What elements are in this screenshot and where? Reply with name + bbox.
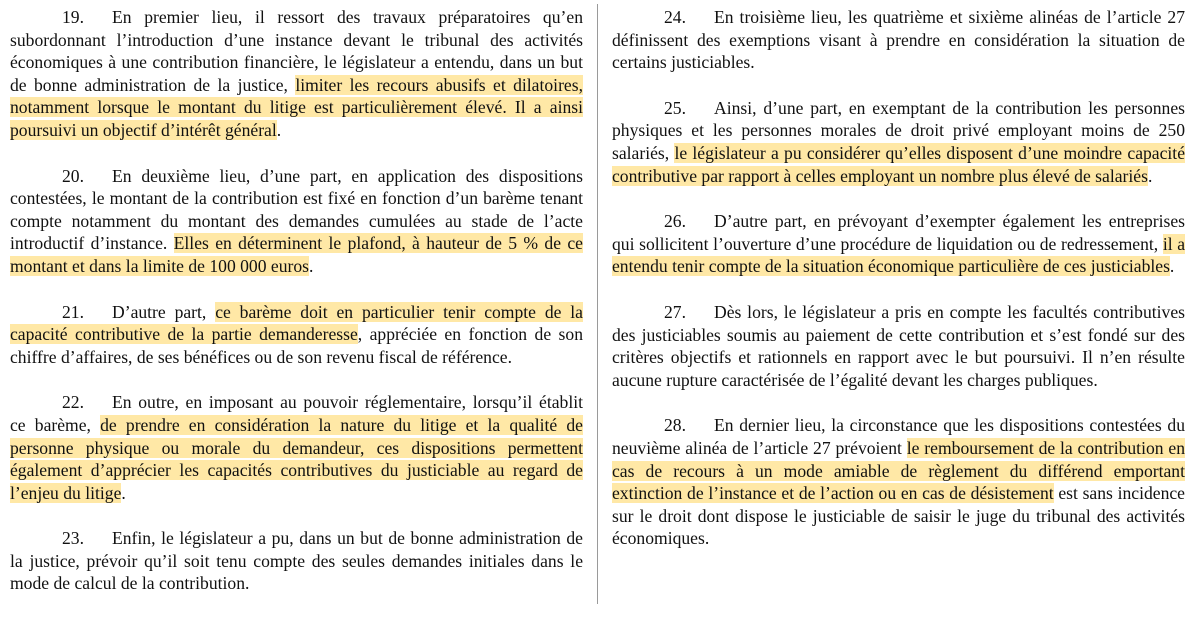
highlighted-text: de prendre en considération la nature du litige et la qualité de personne physique ou morale du demandeur, ces dispositions permettent également d’apprécier les capacités contributives du justiciable au regard de l’enjeu du litige <box>10 414 583 503</box>
paragraph-text: . <box>121 482 126 503</box>
paragraph-23 <box>10 527 583 595</box>
paragraph-number: 25. <box>664 97 686 118</box>
paragraph-number: 21. <box>62 301 84 322</box>
paragraph-text: En premier lieu, il ressort des travaux préparatoires qu’en subordonnant l’introduction d’une instance devant le tribunal des activités économiques à une contribution financière, le législateur a entendu, dans un but de bonne administration de la justice, <box>10 7 583 95</box>
paragraph-27 <box>612 301 1185 391</box>
highlighted-text: le législateur a pu considérer qu’elles disposent d’une moindre capacité contributive par rapport à celles employant un nombre plus élevé de salariés <box>612 142 1186 186</box>
paragraph-25 <box>612 97 1185 187</box>
highlighted-text: limiter les recours abusifs et dilatoires, notamment lorsque le montant du litige est particulièrement élevé. Il a ainsi poursuivi un objectif d’intérêt général <box>10 74 583 140</box>
paragraph-number: 26. <box>664 211 686 232</box>
paragraph-text: D’autre part, en prévoyant d’exempter également les entreprises qui sollicitent l’ouverture d’une procédure de liquidation ou de redressement, <box>612 211 1185 254</box>
paragraph-text: En dernier lieu, la circonstance que les dispositions contestées du neuvième alinéa de l’article 27 prévoient <box>612 415 1185 458</box>
left-column <box>10 6 583 618</box>
paragraph-number: 24. <box>664 7 686 27</box>
paragraph-19 <box>10 6 583 142</box>
highlighted-text: il a entendu tenir compte de la situation économique particulière de ces justiciables <box>612 233 1186 277</box>
paragraph-22 <box>10 391 583 504</box>
paragraph-text: Enfin, le législateur a pu, dans un but de bonne administration de la justice, prévoir qu’il soit tenu compte des seules demandes initiales dans le mode de calcul de la contribution. <box>10 528 583 594</box>
paragraph-28 <box>612 414 1185 550</box>
paragraph-text: Dès lors, le législateur a pris en compte les facultés contributives des justiciables soumis au paiement de cette contribution et s’est fondé sur des critères objectifs et rationnels en rapport avec le but poursuivi. Il n’en résulte aucune rupture caractérisée de l’égalité devant les charges publiques. <box>612 301 1185 390</box>
paragraph-text: . <box>1147 165 1153 186</box>
right-column <box>612 6 1185 573</box>
highlighted-text: ce barème doit en particulier tenir compte de la capacité contributive de la partie demanderesse <box>10 301 583 345</box>
paragraph-20 <box>10 165 583 278</box>
paragraph-number: 22. <box>62 392 84 413</box>
paragraph-number: 19. <box>62 7 84 27</box>
paragraph-24 <box>612 6 1185 74</box>
paragraph-number: 28. <box>664 415 686 436</box>
paragraph-number: 23. <box>62 528 84 549</box>
column-divider <box>597 4 598 604</box>
paragraph-text: . <box>309 255 314 276</box>
paragraph-text: En deuxième lieu, d’une part, en application des dispositions contestées, le montant de la contribution est fixé en fonction d’un barème tenant compte notamment du montant des demandes cumulées au stade de l’acte introductif d’instance. <box>10 165 583 254</box>
paragraph-text: . <box>1169 256 1175 277</box>
paragraph-text: En outre, en imposant au pouvoir réglementaire, lorsqu’il établit ce barème, <box>10 392 583 435</box>
paragraph-text: est sans incidence sur le droit dont dispose le justiciable de saisir le juge du tribunal des activités économiques. <box>612 483 1185 549</box>
paragraph-number: 27. <box>664 301 686 322</box>
paragraph-text: Ainsi, d’une part, en exemptant de la contribution les personnes physiques et les personnes morales de droit privé employant moins de 250 salariés, <box>612 97 1185 163</box>
paragraph-26 <box>612 210 1185 278</box>
paragraph-text: En troisième lieu, les quatrième et sixième alinéas de l’article 27 définissent des exemptions visant à prendre en considération la situation de certains justiciables. <box>612 7 1185 73</box>
highlighted-text: Elles en déterminent le plafond, à hauteur de 5 % de ce montant et dans la limite de 100 000 euros <box>10 233 583 276</box>
paragraph-text: D’autre part, <box>112 301 216 322</box>
paragraph-text: , appréciée en fonction de son chiffre d’affaires, de ses bénéfices ou de son revenu fiscal de référence. <box>10 324 583 367</box>
paragraph-text: . <box>276 119 282 140</box>
paragraph-number: 20. <box>62 165 84 186</box>
highlighted-text: le remboursement de la contribution en cas de recours à un mode amiable de règlement du différend emportant extinction de l’instance et de l’action ou en cas de désistement <box>612 437 1185 504</box>
paragraph-21 <box>10 301 583 369</box>
